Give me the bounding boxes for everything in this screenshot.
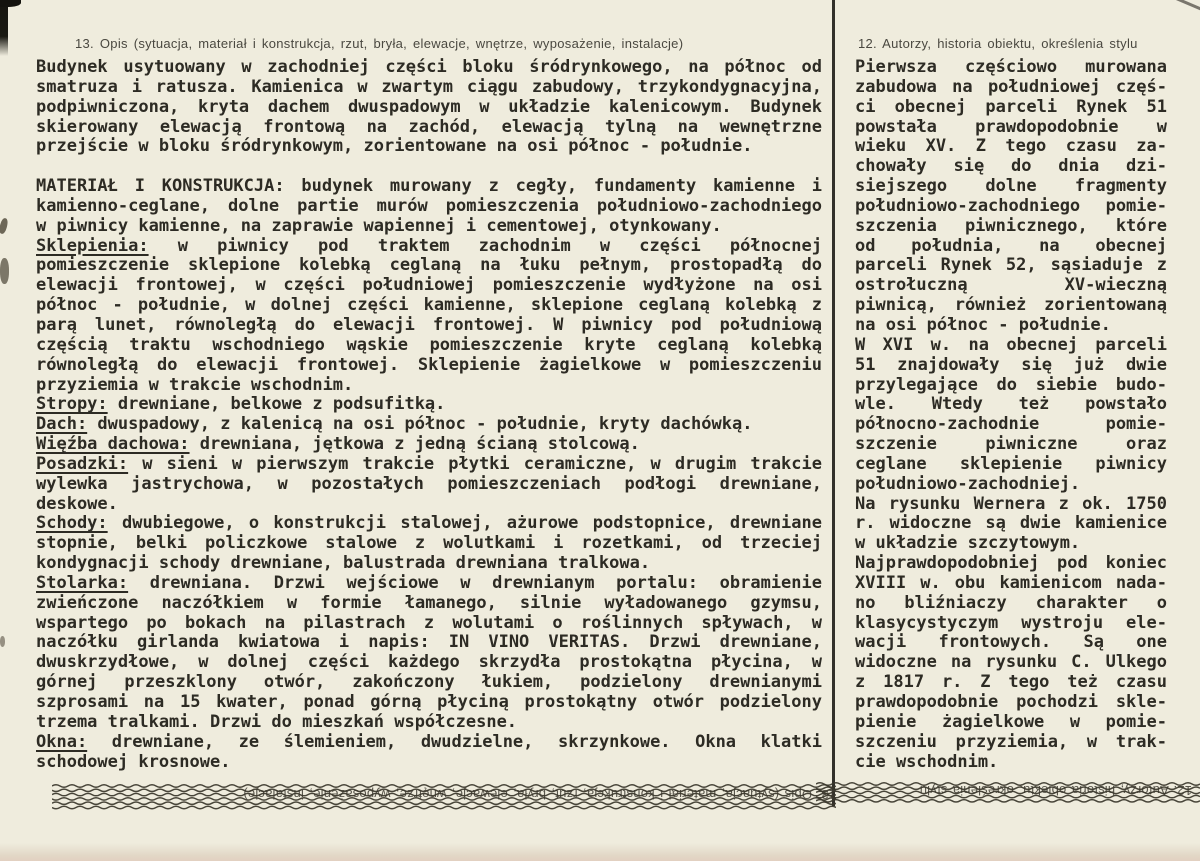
text-line: skierowany elewacją frontową na zachód, elewacją tylną na wewnętrzne — [36, 116, 822, 137]
text-line: parceli Rynek 52, sąsiaduje z — [855, 255, 1167, 276]
text-line: podpiwniczona, kryta dachem dwuspadowym w układzie kalenicowym. Budynek — [36, 96, 822, 117]
scan-artifact-top-right — [1167, 0, 1200, 13]
scan-artifact-top-left — [0, 0, 21, 7]
text-line: Okna: drewniane, ze ślemieniem, dwudzielne, skrzynkowe. Okna klatki — [36, 731, 822, 752]
underlined-label: Posadzki: — [36, 453, 129, 474]
text-line: powstała prawdopodobnie w — [855, 116, 1167, 137]
text-line: Pierwsza częściowo murowana — [855, 57, 1167, 77]
text-line: Stolarka: drewniana. Drzwi wejściowe w drewnianym portalu: obramienie — [36, 572, 822, 593]
text-line: Najprawdopodobniej pod koniec — [855, 553, 1167, 574]
text-line: kamienno-ceglane, dolne partie murów pomieszczenia południowo-zachodniego — [36, 195, 822, 216]
text-line: częścią traktu wschodniego wąskie pomieszczenie kryte ceglaną kolebką — [36, 334, 822, 355]
text-line: przejście w bloku śródrynkowym, zorientowane na osi północ - południe. — [36, 136, 753, 157]
text-line: od południa, na obecnej — [855, 235, 1167, 256]
text-line: Sklepienia: w piwnicy pod traktem zachodnim w części północnej — [36, 235, 822, 256]
left-section-header: 13. Opis (sytuacja, materiał i konstrukcja, rzut, bryła, elewacje, wnętrze, wyposażenie, instalacje) — [75, 36, 684, 51]
text-line: elewacji frontowej, w części południowej pomieszczenie wydłyżone na osi — [36, 275, 822, 296]
underlined-label: Schody: — [36, 513, 108, 534]
text-line: Dach: dwuspadowy, z kalenicą na osi północ - południe, kryty dachówką. — [36, 414, 753, 435]
text-line: z 1817 r. Z tego też czasu — [855, 672, 1167, 693]
underlined-label: Stolarka: — [36, 572, 129, 593]
text-line: zwieńczone naczółkiem w formie łamanego, silnie wyładowanego gzymsu, — [36, 592, 822, 613]
text-line: wle. Wtedy też powstało — [855, 394, 1167, 415]
text-line: pomieszczenie sklepione kolebką ceglaną na łuku pełnym, prostopadłą do — [36, 255, 822, 276]
text-line: północno-zachodnie pomie- — [855, 414, 1167, 435]
text-line: na osi północ - południe. — [855, 314, 1111, 335]
text-line: Budynek usytuowany w zachodniej części bloku śródrynkowego, na północ od — [36, 57, 822, 77]
page-bottom-edge-shadow — [0, 843, 1200, 861]
scan-smudge — [0, 258, 9, 284]
column-divider-line — [832, 0, 835, 806]
text-line: XVIII w. obu kamienicom nada- — [855, 572, 1167, 593]
text-line: szczenia piwnicznego, które — [855, 215, 1167, 236]
text-line: r. widoczne są dwie kamienice — [855, 513, 1167, 534]
underlined-label: Okna: — [36, 731, 88, 752]
scan-smudge — [0, 217, 9, 234]
scan-artifact-left-edge — [0, 0, 8, 56]
right-showthrough-flipped-text: 12. Autorzy, historia obiektu, określenia stylu — [919, 783, 1192, 798]
text-line: Stropy: drewniane, belkowe z podsufitką. — [36, 394, 446, 415]
text-line: w piwnicy kamienne, na zaprawie wapiennej i cementowej, otynkowany. — [36, 215, 722, 236]
text-line: deskowe. — [36, 493, 118, 514]
scan-smudge — [0, 636, 5, 647]
text-line: wieku XV. Z tego czasu za- — [855, 136, 1167, 157]
text-line: zabudowa na południowej częś- — [855, 76, 1167, 97]
text-line: górnej przeszklony otwór, zakończony łukiem, podzielony drewnianymi — [36, 672, 822, 693]
text-line: południowo-zachodniego pomie- — [855, 195, 1167, 216]
text-line: stopnie, belki policzkowe stalowe z wolutkami i rozetkami, od trzeciej — [36, 533, 822, 554]
text-line: przylegające do siebie budo- — [855, 374, 1167, 395]
text-line: wspartego po bokach na pilastrach z wolutami o roślinnych spływach, w — [36, 612, 822, 633]
text-line: północ - południe, w dolnej części kamienne, sklepione ceglaną kolebką z — [36, 295, 822, 316]
underlined-label: Stropy: — [36, 394, 108, 415]
wavy-lines-right — [816, 780, 1200, 804]
text-line: piwnicą, również zorientowaną — [855, 295, 1167, 316]
text-line: Posadzki: w sieni w pierwszym trakcie płytki ceramiczne, w drugim trakcie — [36, 453, 822, 474]
right-section-header: 12. Autorzy, historia obiektu, określenia stylu — [858, 36, 1138, 51]
text-line: ostrołuczną XV-wieczną — [855, 275, 1167, 296]
text-line: 51 znajdowały się już dwie — [855, 354, 1167, 375]
text-line: pienie żagielkowe w pomie- — [855, 711, 1167, 732]
left-showthrough-band — [52, 782, 836, 812]
text-line: parą lunet, równoległą do elewacji frontowej. W piwnicy pod południową — [36, 314, 822, 335]
text-line: Schody: dwubiegowe, o konstrukcji stalowej, ażurowe podstopnice, drewniane — [36, 513, 822, 534]
right-column-text — [855, 58, 1167, 772]
text-line: wacji frontowych. Są one — [855, 632, 1167, 653]
text-line: szczeniu przyziemia, w trak- — [855, 731, 1167, 752]
right-showthrough-band — [816, 780, 1200, 804]
text-line: szczenie piwniczne oraz — [855, 434, 1167, 455]
left-column-text — [36, 58, 822, 772]
text-line: naczółku girlanda kwiatowa i napis: IN VINO VERITAS. Drzwi drewniane, — [36, 632, 822, 653]
blank-line — [36, 157, 822, 177]
text-line: w układzie szczytowym. — [855, 533, 1081, 554]
underlined-label: Sklepienia: — [36, 235, 149, 256]
wavy-lines-left — [52, 782, 836, 812]
text-line: równoległą do elewacji frontowej. Sklepienie żagielkowe w pomieszczeniu — [36, 354, 822, 375]
text-line: chowały się do dnia dzi- — [855, 156, 1167, 177]
text-line: klasycystyczym wystroju ele- — [855, 612, 1167, 633]
text-line: ci obecnej parceli Rynek 51 — [855, 96, 1167, 117]
text-line: Więźba dachowa: drewniana, jętkowa z jedną ścianą stolcową. — [36, 434, 640, 455]
text-line: schodowej krosnowe. — [36, 751, 231, 772]
underlined-label: Dach: — [36, 414, 88, 435]
text-line: trzema tralkami. Drzwi do mieszkań współczesne. — [36, 711, 518, 732]
text-line: W XVI w. na obecnej parceli — [855, 334, 1167, 355]
text-line: widoczne na rysunku C. Ulkego — [855, 652, 1167, 673]
text-line: przyziemia w trakcie wschodnim. — [36, 374, 354, 395]
left-showthrough-flipped-text: 13. Opis (sytuacja, materiał i konstrukcja, rzut, bryła, elewacje, wnętrze, wyposażenie, instalacje) — [243, 787, 836, 802]
text-line: no bliźniaczy charakter o — [855, 592, 1167, 613]
text-line: MATERIAŁ I KONSTRUKCJA: budynek murowany z cegły, fundamenty kamienne i — [36, 176, 822, 197]
text-line: szprosami na 15 kwater, ponad górną płyciną prostokątny otwór podzielony — [36, 692, 822, 712]
text-line: południowo-zachodniej. — [855, 473, 1081, 494]
underlined-label: Więźba dachowa: — [36, 434, 190, 455]
text-line: Na rysunku Wernera z ok. 1750 — [855, 493, 1167, 514]
text-line: kondygnacji schody drewniane, balustrada drewniana tralkowa. — [36, 553, 651, 574]
text-line: prawdopodobnie pochodzi skle- — [855, 692, 1167, 712]
text-line: ceglane sklepienie piwnicy — [855, 453, 1167, 474]
text-line: siejszego dolne fragmenty — [855, 176, 1167, 197]
text-line: smatruza i ratusza. Kamienica w zwartym ciągu zabudowy, trzykondygnacyjna, — [36, 76, 822, 97]
text-line: cie wschodnim. — [855, 751, 999, 772]
text-line: dwuskrzydłowe, w dolnej części każdego skrzydła prostokątna płycina, w — [36, 652, 822, 673]
text-line: wylewka jastrychowa, w pozostałych pomieszczeniach podłogi drewniane, — [36, 473, 822, 494]
